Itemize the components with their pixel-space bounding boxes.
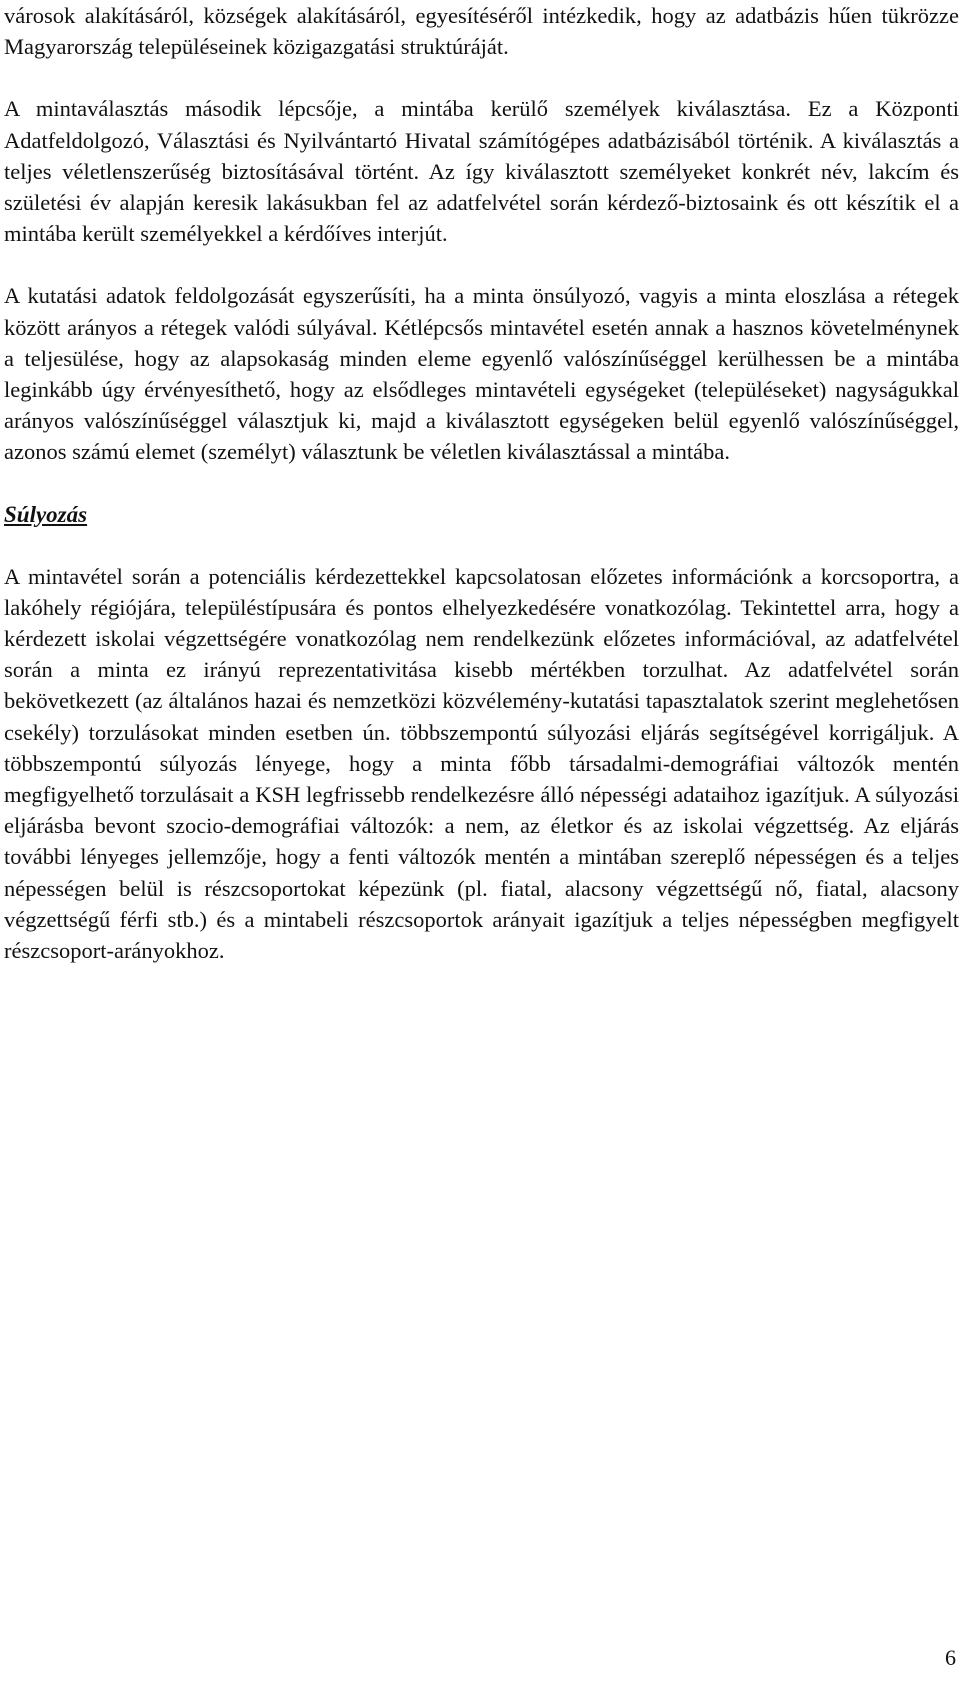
paragraph-2: A mintaválasztás második lépcsője, a mintába kerülő személyek kiválasztása. Ez a Központi Adatfeldolgozó, Választási és Nyilvántartó Hivatal számítógépes adatbázisából történik. A kiválasztás a teljes véletlenszerűség biztosításával történt. Az így kiválasztott személyeket konkrét név, lakcím és születési év alapján keresik lakásukban fel az adatfelvétel során kérdező-biztosaink és ott készítik el a mintába került személyekkel a kérdőíves interjút.	[4, 96, 959, 247]
paragraph-gap	[4, 62, 959, 93]
paragraph-3: A kutatási adatok feldolgozását egyszerűsíti, ha a minta önsúlyozó, vagyis a minta eloszlása a rétegek között arányos a rétegek valódi súlyával. Kétlépcsős mintavétel esetén annak a hasznos követelménynek a teljesülése, hogy az alapsokaság minden eleme egyenlő valószínűséggel kerülhessen be a mintába leginkább úgy érvényesíthető, hogy az elsődleges mintavételi egységeket (településeket) nagyságukkal arányos valószínűséggel választjuk ki, majd a kiválasztott egységeken belül egyenlő valószínűséggel, azonos számú elemet (személyt) választunk be véletlen kiválasztással a mintába.	[4, 283, 959, 465]
paragraph-4: A mintavétel során a potenciális kérdezettekkel kapcsolatosan előzetes információnk a korcsoportra, a lakóhely régiójára, településtípusára és pontos elhelyezkedésére vonatkozólag. Tekintettel arra, hogy a kérdezett iskolai végzettségére vonatkozólag nem rendelkezünk előzetes információval, az adatfelvétel során a minta ez irányú reprezentativitása kisebb mértékben torzulhat. Az adatfelvétel során bekövetkezett (az általános hazai és nemzetközi közvélemény-kutatási tapasztalatok szerint meglehetősen csekély) torzulásokat minden esetben ún. többszempontú súlyozási eljárás segítségével korrigáljuk. A többszempontú súlyozás lényege, hogy a minta főbb társadalmi-demográfiai változók mentén megfigyelhető torzulásait a KSH legfrissebb rendelkezésre álló népességi adataihoz igazítjuk. A súlyozási eljárásba bevont szocio-demográfiai változók: a nem, az életkor és az iskolai végzettség. Az eljárás további lényeges jellemzője, hogy a fenti változók mentén a mintában szereplő népességen és a teljes népességen belül is részcsoportokat képezünk (pl. fiatal, alacsony végzettségű nő, fiatal, alacsony végzettségű férfi stb.) és a mintabeli részcsoportok arányait igazítjuk a teljes népességben megfigyelt részcsoport-arányokhoz.	[4, 563, 959, 964]
page-number: 6	[945, 1645, 956, 1670]
section-heading: Súlyozás	[4, 501, 88, 527]
paragraph-1: városok alakításáról, községek alakításáról, egyesítéséről intézkedik, hogy az adatbázis hűen tükrözze Magyarország településeinek közigazgatási struktúráját.	[4, 3, 959, 60]
paragraph-gap	[4, 468, 959, 499]
paragraph-gap	[4, 249, 959, 280]
paragraph-gap	[4, 530, 959, 561]
